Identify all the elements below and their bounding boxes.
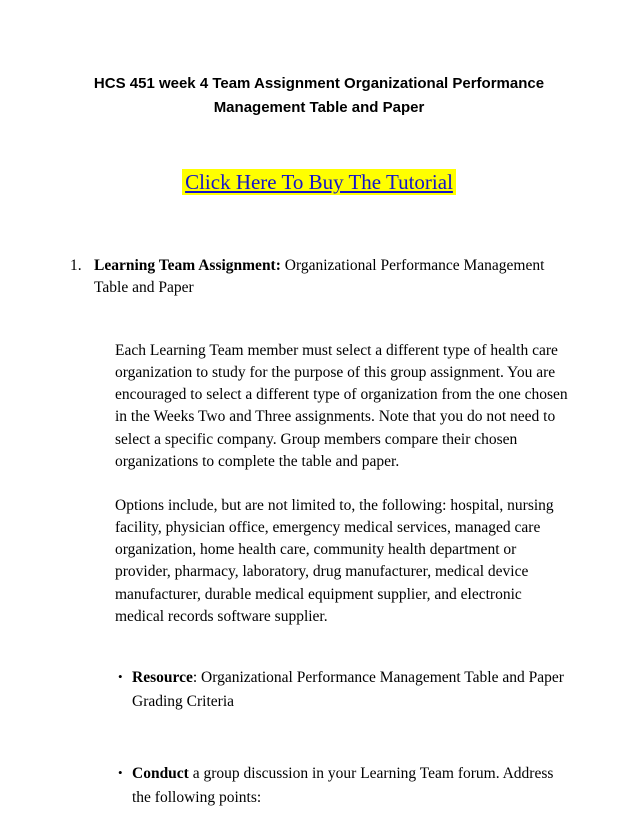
document-title-line1: HCS 451 week 4 Team Assignment Organizational Performance <box>93 75 545 92</box>
buy-tutorial-link[interactable]: Click Here To Buy The Tutorial <box>182 169 456 195</box>
numbered-list-item <box>70 255 596 300</box>
bullet-rest-resource: : Organizational Performance Management Table and Paper Grading Criteria <box>132 668 564 710</box>
document-title-line2: Management Table and Paper <box>213 99 425 116</box>
bullet-item-conduct <box>118 762 570 810</box>
bullet-rest-conduct: a group discussion in your Learning Team forum. Address the following points: <box>132 764 554 806</box>
bullet-icon: • <box>118 668 123 684</box>
bullet-icon: • <box>118 764 123 780</box>
paragraph-organization-options: Options include, but are not limited to, the following: hospital, nursing facility, physician office, emergency medical services, managed care organization, home health care, community health department or provider, pharmacy, laboratory, drug manufacturer, medical device manufacturer, durable medical equipment supplier, and electronic medical records software supplier. <box>115 496 554 625</box>
paragraph-organization-selection: Each Learning Team member must select a different type of health care organization to study for the purpose of this group assignment. You are encouraged to select a different type of organization from the one chosen in the Weeks Two and Three assignments. Note that you do not need to select a specific company. Group members compare their chosen organizations to complete the table and paper. <box>115 341 568 470</box>
bullet-bold-resource: Resource <box>132 668 193 686</box>
list-item-bold-lead: Learning Team Assignment: <box>94 257 281 274</box>
bullet-text-conduct <box>132 762 570 810</box>
document-title <box>42 72 596 120</box>
bullet-text-resource <box>132 666 570 714</box>
buy-link-row <box>42 170 596 195</box>
list-item-rest: Organizational Performance Management Table and Paper <box>94 257 545 297</box>
bullet-bold-conduct: Conduct <box>132 764 189 782</box>
bullet-item-resource <box>118 666 570 714</box>
list-item-number: 1. <box>70 257 82 274</box>
list-item-text <box>94 255 564 300</box>
